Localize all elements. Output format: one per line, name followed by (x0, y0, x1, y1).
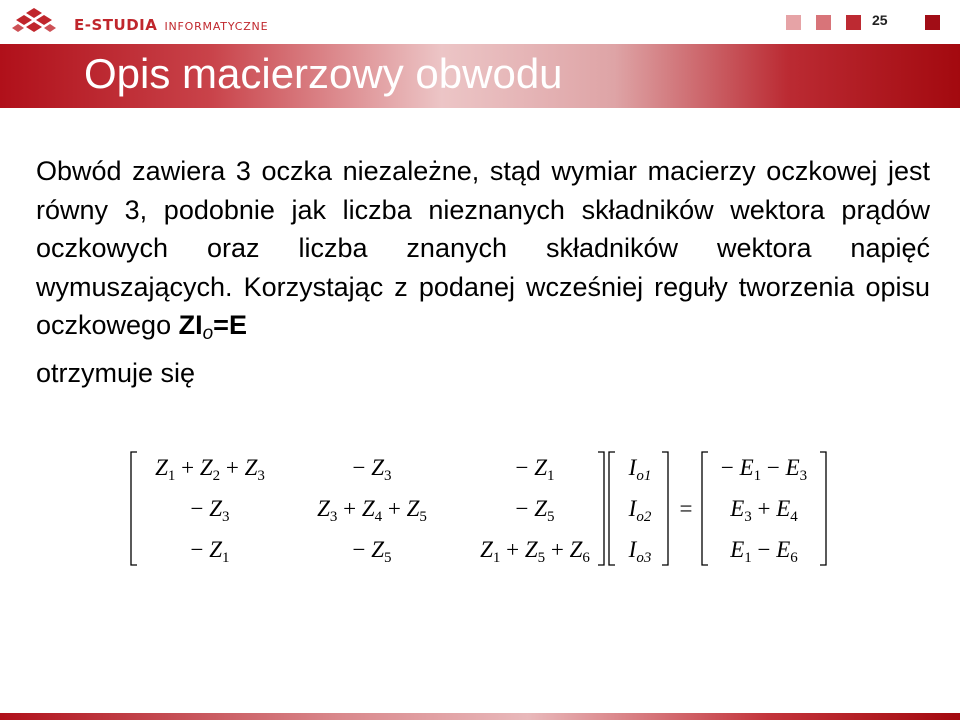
rhs-vector-cell: $E_3 + E_4$ (730, 496, 798, 525)
matrix-right-bracket (598, 452, 604, 565)
matrix-cell: − $Z_3$ (352, 455, 392, 484)
matrix-equation (0, 440, 960, 570)
square-icon (786, 15, 801, 30)
formula-subscript: o (202, 323, 214, 344)
footer-band (0, 713, 960, 720)
rhs-left-bracket (702, 452, 708, 565)
matrix-cell: $Z_1 + Z_5 + Z_6$ (480, 537, 590, 566)
square-icon (846, 15, 861, 30)
matrix-cell: − $Z_1$ (515, 455, 555, 484)
square-icon (816, 15, 831, 30)
logo-subtitle: INFORMATYCZNE (164, 20, 269, 33)
matrix-cell: $Z_1 + Z_2 + Z_3$ (155, 455, 265, 484)
logo-mark-icon (12, 6, 56, 38)
matrix-cell: − $Z_5$ (352, 537, 392, 566)
current-vector-cell: $I_{o2}$ (628, 496, 652, 525)
current-vector-cell: $I_{o1}$ (628, 455, 652, 484)
body-paragraph (36, 152, 930, 392)
equals-sign: = (679, 496, 693, 521)
formula-zi: ZI (178, 310, 203, 340)
current-right-bracket (662, 452, 668, 565)
matrix-cell: $Z_3 + Z_4 + Z_5$ (317, 496, 427, 525)
matrix-cell: − $Z_3$ (190, 496, 230, 525)
rhs-right-bracket (820, 452, 826, 565)
matrix-left-bracket (131, 452, 137, 565)
square-icon (925, 15, 940, 30)
rhs-vector-cell: $E_1 - E_6$ (730, 537, 798, 566)
page-number: 25 (872, 12, 888, 28)
formula-equals-e: =E (213, 310, 247, 340)
logo-text (74, 15, 268, 34)
matrix-cell: − $Z_1$ (190, 537, 230, 566)
current-vector-cell: $I_{o3}$ (628, 537, 652, 566)
body-text: Obwód zawiera 3 oczka niezależne, stąd wymiar macierzy oczkowej jest równy 3, podobnie jak liczba nieznanych składników wektora prądów oczkowych oraz liczba znanych składników wektora napięć wymuszających. Korzystając z podanej wcześniej reguły tworzenia opisu oczkowego (36, 156, 930, 340)
matrix-equation-svg (0, 440, 960, 570)
rhs-vector-cell: − $E_1 - E_3$ (720, 455, 808, 484)
body-text-end: otrzymuje się (36, 357, 196, 388)
logo-brand: E-STUDIA (74, 16, 158, 34)
logo (12, 6, 272, 38)
slide-title: Opis macierzowy obwodu (84, 50, 563, 97)
current-left-bracket (609, 452, 615, 565)
matrix-cell: − $Z_5$ (515, 496, 555, 525)
